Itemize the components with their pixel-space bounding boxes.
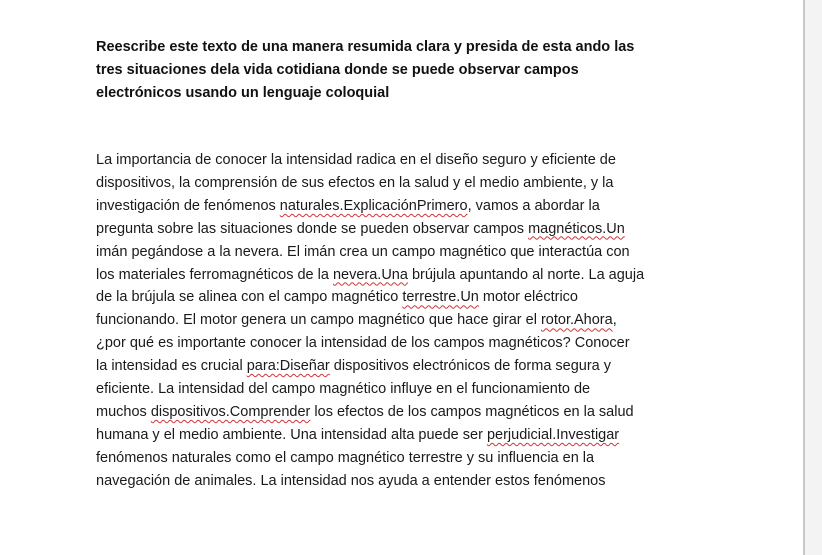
- misspelled-word[interactable]: dispositivos.Comprender: [150, 403, 311, 420]
- text-run: La importancia de conocer la intensidad radica en el diseño seguro y eficiente de: [96, 152, 616, 168]
- text-run: navegación de animales. La intensidad nos ayuda a entender estos fenómenos: [96, 472, 606, 489]
- prompt-heading[interactable]: [96, 36, 696, 105]
- body-line: [96, 332, 696, 355]
- misspelled-word[interactable]: naturales.ExplicaciónPrimero: [279, 197, 468, 214]
- body-line: [96, 286, 696, 309]
- body-line: [96, 172, 696, 195]
- body-line: [96, 401, 696, 424]
- misspelled-word[interactable]: terrestre.Un: [402, 289, 479, 306]
- misspelled-word[interactable]: para:Diseñar: [246, 358, 330, 375]
- misspelled-word[interactable]: rotor.Ahora: [540, 312, 613, 329]
- text-run: la intensidad es crucial: [96, 358, 247, 375]
- text-run: ,: [612, 312, 617, 329]
- misspelled-word[interactable]: nevera.Una: [332, 266, 408, 283]
- text-run: , vamos a abordar la: [467, 197, 600, 214]
- body-line: [96, 447, 696, 470]
- document-body[interactable]: [96, 149, 696, 493]
- text-run: humana y el medio ambiente. Una intensidad alta puede ser: [96, 426, 487, 443]
- text-run: los efectos de los campos magnéticos en la salud: [310, 403, 634, 420]
- text-run: pregunta sobre las situaciones donde se pueden observar campos: [96, 220, 529, 237]
- text-run: de la brújula se alinea con el campo magnético: [96, 289, 403, 306]
- text-run: muchos: [96, 403, 151, 420]
- text-run: funcionando. El motor genera un campo magnético que hace girar el: [96, 312, 541, 329]
- body-line: [96, 218, 696, 241]
- body-line: [96, 309, 696, 332]
- misspelled-word[interactable]: magnéticos.Un: [528, 220, 625, 237]
- body-line: [96, 149, 696, 172]
- misspelled-word[interactable]: perjudicial.Investigar: [486, 426, 620, 443]
- text-run: motor eléctrico: [478, 289, 578, 306]
- heading-line: electrónicos usando un lenguaje coloquial: [96, 85, 390, 101]
- text-run: investigación de fenómenos: [96, 197, 280, 214]
- body-line: [96, 378, 696, 401]
- text-run: fenómenos naturales como el campo magnético terrestre y su influencia en la: [96, 449, 595, 466]
- body-line: [96, 424, 696, 447]
- heading-line: tres situaciones dela vida cotidiana donde se puede observar campos: [96, 62, 579, 78]
- body-line: [96, 470, 696, 493]
- text-run: dispositivos, la comprensión de sus efectos en la salud y el medio ambiente, y la: [96, 174, 614, 191]
- body-line: [96, 241, 696, 264]
- text-run: eficiente. La intensidad del campo magnético influye en el funcionamiento de: [96, 381, 591, 398]
- body-line: [96, 195, 696, 218]
- text-run: dispositivos electrónicos de forma segura y: [329, 358, 612, 375]
- heading-line: Reescribe este texto de una manera resumida clara y presida de esta ando las: [96, 39, 635, 55]
- body-line: [96, 355, 696, 378]
- text-run: brújula apuntando al norte. La aguja: [407, 266, 645, 283]
- canvas-gutter: [805, 0, 822, 555]
- body-line: [96, 264, 696, 287]
- text-run: ¿por qué es importante conocer la intensidad de los campos magnéticos? Conocer: [96, 335, 630, 352]
- text-run: los materiales ferromagnéticos de la: [96, 266, 333, 283]
- text-run: imán pegándose a la nevera. El imán crea un campo magnético que interactúa con: [96, 243, 630, 260]
